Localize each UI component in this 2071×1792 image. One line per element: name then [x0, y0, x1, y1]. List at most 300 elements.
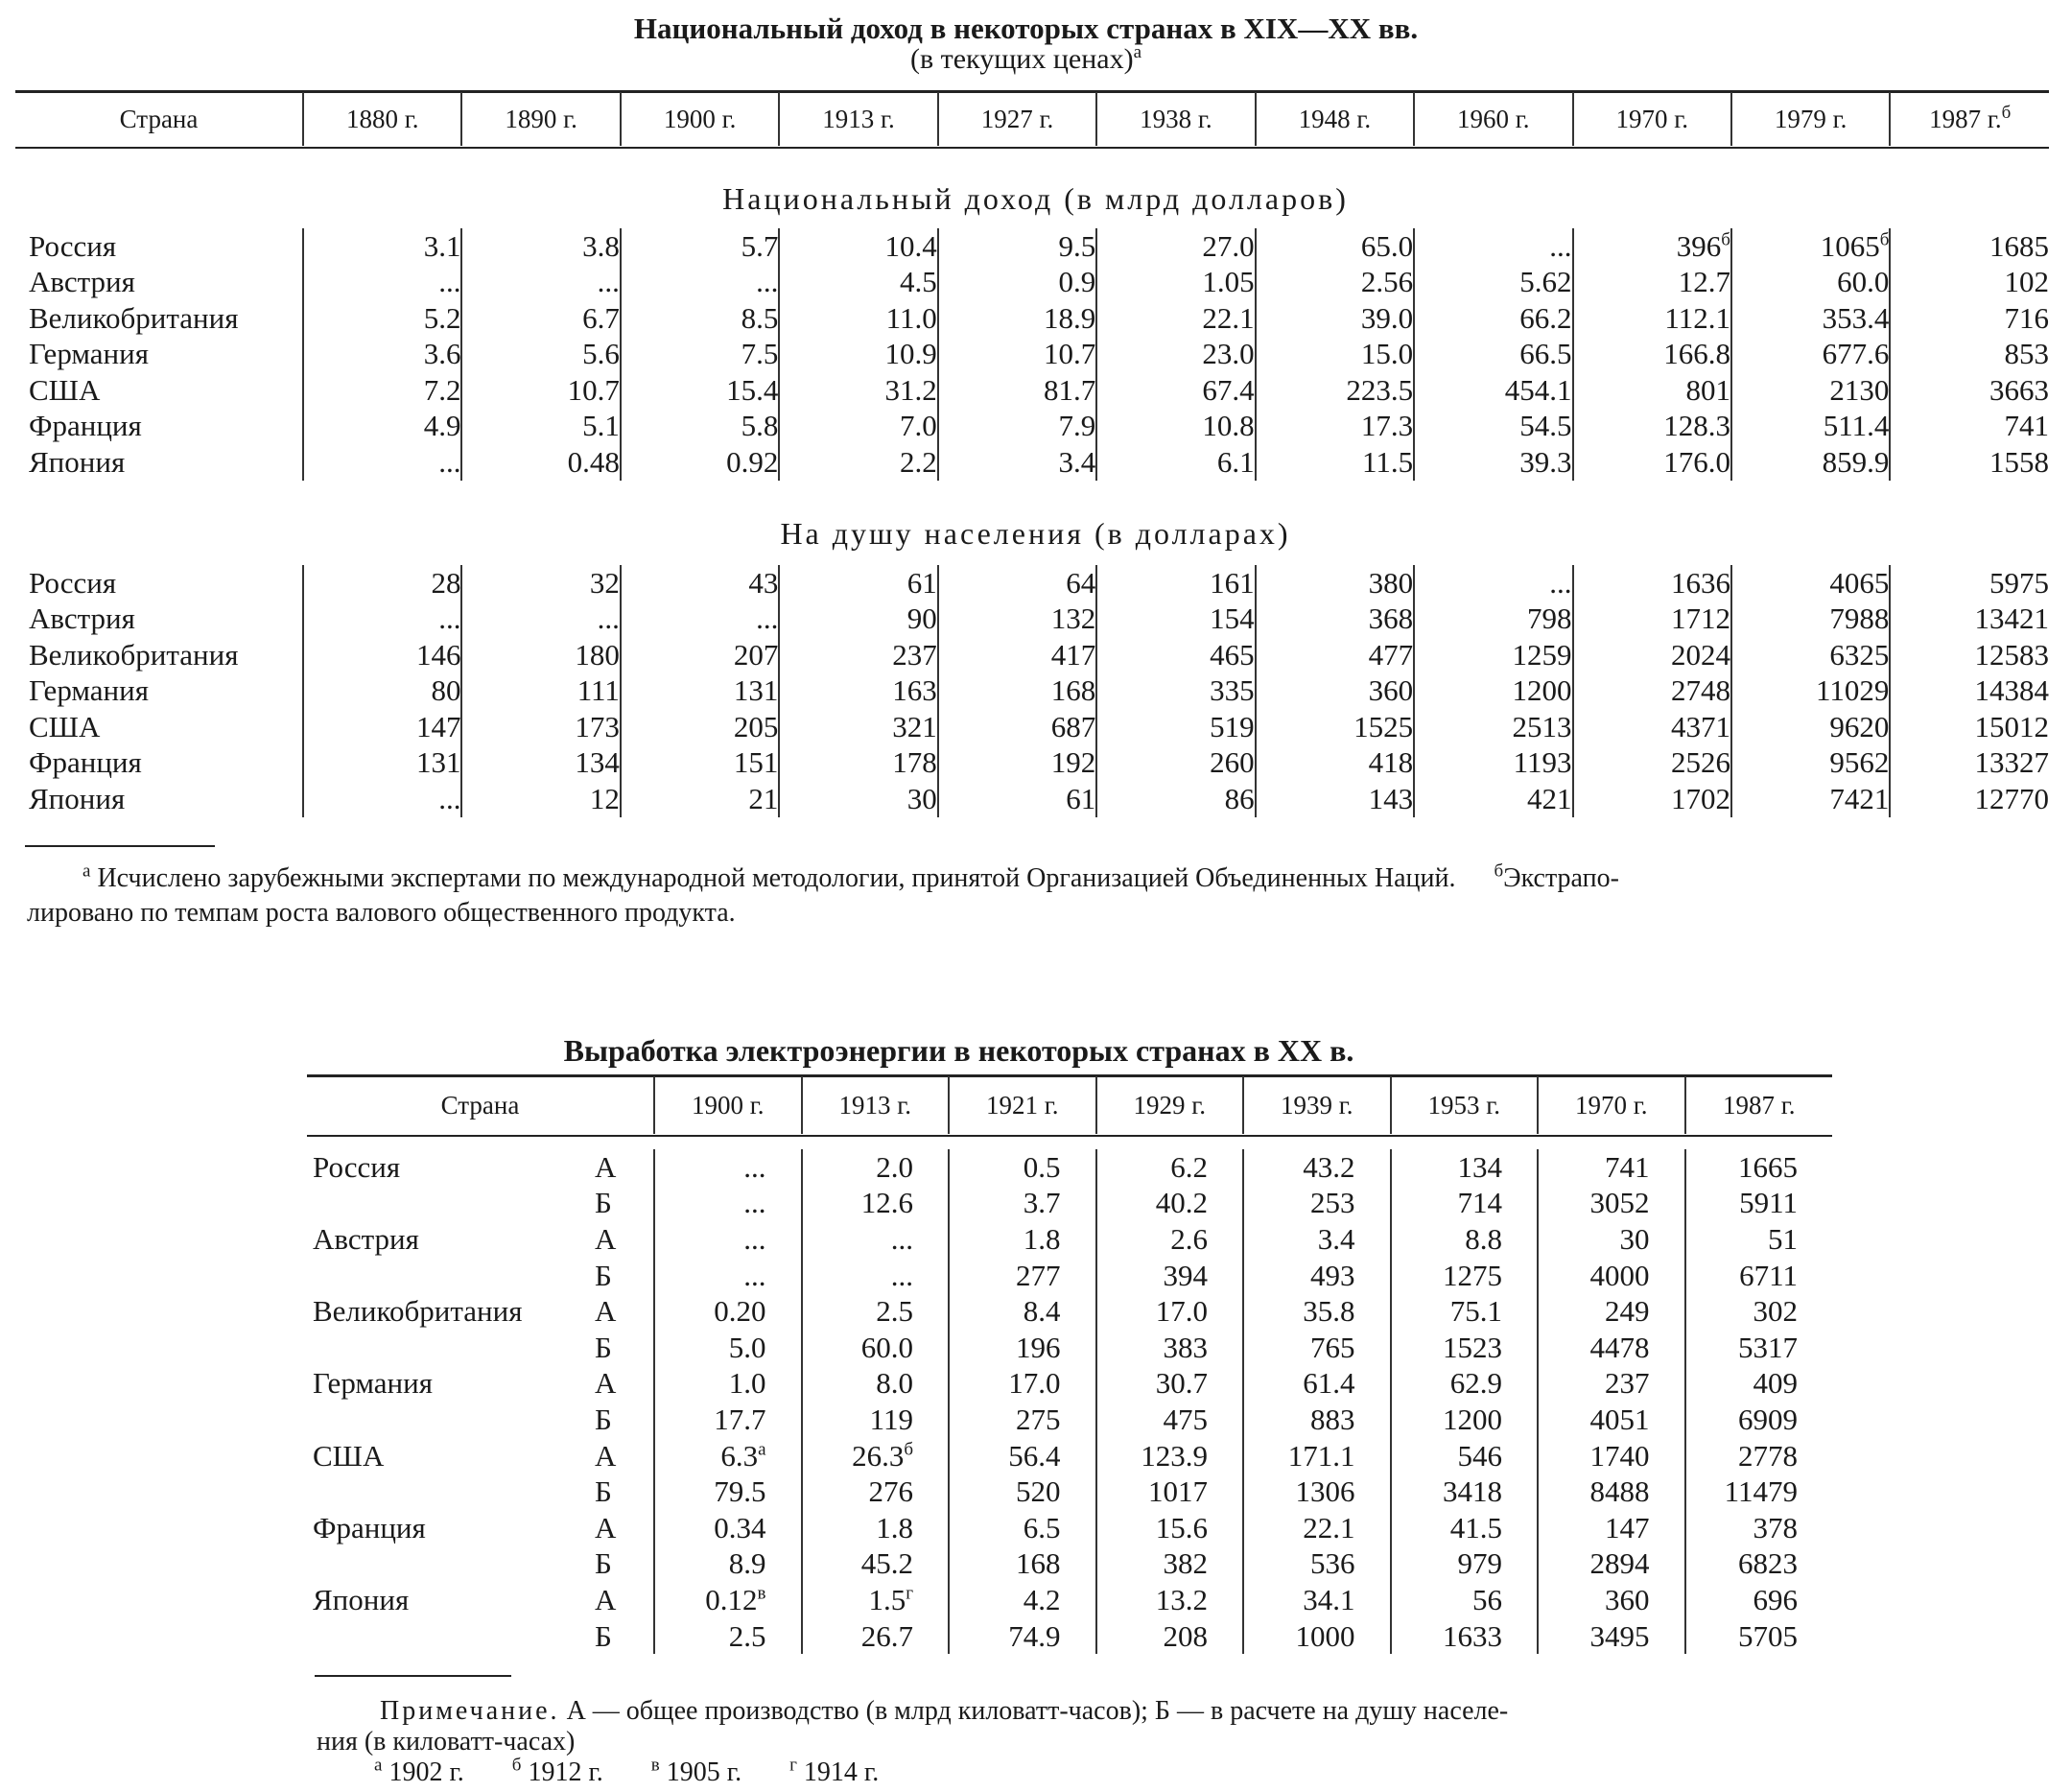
- table-row: [15, 745, 2049, 782]
- data-cell: [461, 601, 620, 638]
- cell-value: 180: [575, 637, 620, 672]
- country-name: Франция: [29, 745, 142, 780]
- table-row: [307, 1438, 1832, 1474]
- data-cell: [1391, 1293, 1539, 1330]
- data-cell: [1256, 673, 1414, 710]
- cell-value: 2.2: [900, 444, 937, 479]
- note-mark-text: 1912 г.: [528, 1757, 603, 1787]
- data-cell: [1096, 1330, 1244, 1366]
- cell-value: 1200: [1512, 673, 1572, 708]
- data-cell: [1096, 265, 1255, 301]
- cell-value: 10.7: [1043, 337, 1096, 371]
- cell-value: ...: [756, 265, 779, 299]
- data-cell: [1685, 1186, 1833, 1222]
- cell-value: 15.4: [726, 372, 779, 407]
- cell-value: 546: [1457, 1438, 1502, 1473]
- data-cell: [1096, 1186, 1244, 1222]
- cell-value: 1712: [1670, 601, 1730, 636]
- data-cell: [1391, 1582, 1539, 1618]
- cell-value: 3.4: [1317, 1221, 1355, 1256]
- table-row: [307, 1510, 1832, 1546]
- cell-value: 39.3: [1519, 444, 1572, 479]
- cell-value: 67.4: [1202, 372, 1255, 407]
- country-name: [307, 1330, 595, 1366]
- data-cell: [654, 1221, 802, 1258]
- cell-value: 4051: [1589, 1402, 1650, 1436]
- cell-value: 119: [869, 1402, 913, 1436]
- data-cell: [1096, 444, 1255, 481]
- cell-value: 147: [415, 709, 461, 743]
- cell-value: 208: [1163, 1618, 1208, 1653]
- cell-value: 176.0: [1663, 444, 1730, 479]
- cell-value: 178: [892, 745, 937, 780]
- data-cell: [1538, 1546, 1685, 1583]
- cell-value: 0.12: [705, 1582, 758, 1616]
- data-cell: [1243, 1221, 1391, 1258]
- table-row: [307, 1366, 1832, 1403]
- data-cell: [1391, 1438, 1539, 1474]
- cell-value: 168: [1016, 1546, 1061, 1581]
- cell-value: 409: [1753, 1366, 1798, 1401]
- data-cell: [1573, 300, 1731, 337]
- data-cell: [461, 444, 620, 481]
- data-cell: [1731, 409, 1890, 445]
- data-cell: [949, 1402, 1096, 1438]
- row-type-label: А: [595, 1510, 617, 1544]
- data-cell: [303, 709, 461, 745]
- country-name: [307, 1402, 595, 1438]
- cell-value: 56.4: [1008, 1438, 1061, 1473]
- data-cell: [621, 709, 779, 745]
- data-cell: [1685, 1330, 1833, 1366]
- cell-value: 859.9: [1822, 444, 1890, 479]
- data-cell: [621, 637, 779, 673]
- data-cell: [1414, 372, 1572, 409]
- data-cell: [621, 372, 779, 409]
- country-name: Германия: [313, 1366, 433, 1401]
- cell-value: 1.8: [1023, 1221, 1061, 1256]
- cell-value: 161: [1210, 565, 1255, 600]
- cell-value: 64: [1066, 565, 1096, 600]
- table-row: [307, 1546, 1832, 1583]
- table1-header-rule: [15, 147, 2049, 149]
- cell-value: ...: [438, 781, 461, 815]
- data-cell: [1573, 265, 1731, 301]
- data-cell: [1685, 1474, 1833, 1510]
- data-cell: [1243, 1186, 1391, 1222]
- country-name: США: [29, 709, 101, 743]
- cell-value: 166.8: [1663, 337, 1730, 371]
- data-cell: [802, 1402, 950, 1438]
- header-year: 1913 г.: [802, 1076, 950, 1134]
- table2-header-rule: [307, 1135, 1832, 1137]
- data-cell: [1890, 673, 2049, 710]
- cell-value: 56: [1472, 1582, 1502, 1616]
- data-cell: [1391, 1186, 1539, 1222]
- data-cell: [1538, 1186, 1685, 1222]
- cell-value: 5.2: [423, 300, 461, 335]
- row-type-label: Б: [595, 1186, 612, 1220]
- cell-value: 2024: [1670, 637, 1730, 672]
- header-year: 1900 г.: [654, 1076, 802, 1134]
- data-cell: [1391, 1474, 1539, 1510]
- table-row: [307, 1330, 1832, 1366]
- cell-value: 10.7: [567, 372, 620, 407]
- cell-value: 74.9: [1008, 1618, 1061, 1653]
- data-cell: [621, 300, 779, 337]
- country-name: США: [29, 372, 101, 407]
- data-cell: [1243, 1546, 1391, 1583]
- cell-value: 4371: [1670, 709, 1730, 743]
- cell-value: 1.8: [876, 1510, 913, 1544]
- cell-value: 15012: [1974, 709, 2049, 743]
- header-year: [1890, 92, 2049, 146]
- cell-value: 26.3: [852, 1438, 905, 1473]
- country-name: Россия: [29, 228, 117, 263]
- data-cell: [461, 709, 620, 745]
- cell-value: 17.0: [1008, 1366, 1061, 1401]
- country-name: Австрия: [29, 265, 135, 299]
- data-cell: [621, 781, 779, 817]
- country-name: Великобритания: [29, 637, 239, 672]
- cell-value: 1525: [1353, 709, 1414, 743]
- cell-value: 90: [906, 601, 937, 636]
- data-cell: [1096, 300, 1255, 337]
- cell-value: 21: [748, 781, 779, 815]
- cell-value: ...: [438, 265, 461, 299]
- table-row: [15, 673, 2049, 710]
- cell-value: 15.0: [1360, 337, 1414, 371]
- data-cell: [938, 444, 1096, 481]
- cell-value: 7.5: [741, 337, 779, 371]
- cell-value: 205: [733, 709, 779, 743]
- cell-value: 10.9: [884, 337, 937, 371]
- data-cell: [461, 228, 620, 265]
- data-cell: [1414, 444, 1572, 481]
- header-year-mark: б: [2001, 102, 2012, 123]
- data-cell: [461, 409, 620, 445]
- data-cell: [1096, 1221, 1244, 1258]
- cell-value: 0.48: [567, 444, 620, 479]
- data-cell: [938, 337, 1096, 373]
- data-cell: [1731, 709, 1890, 745]
- header-year-label: 1979 г.: [1774, 104, 1847, 133]
- cell-value: 111: [577, 673, 620, 708]
- header-year-label: 1970 г.: [1615, 104, 1688, 133]
- cell-value: 5.8: [741, 409, 779, 443]
- cell-value: 13327: [1974, 745, 2049, 780]
- cell-value: 5.6: [582, 337, 620, 371]
- cell-value: 51: [1768, 1221, 1798, 1256]
- data-cell: [621, 565, 779, 601]
- data-cell: [802, 1618, 950, 1655]
- note-mark-text: 1902 г.: [388, 1757, 464, 1787]
- cell-value: 65.0: [1360, 228, 1414, 263]
- data-cell: [1685, 1546, 1833, 1583]
- data-cell: [1256, 565, 1414, 601]
- cell-value: 12770: [1974, 781, 2049, 815]
- data-cell: [1096, 709, 1255, 745]
- country-name: [307, 1546, 595, 1583]
- row-type-label: Б: [595, 1402, 612, 1436]
- data-cell: [1391, 1546, 1539, 1583]
- cell-value: 7988: [1829, 601, 1890, 636]
- header-year: 1921 г.: [949, 1076, 1096, 1134]
- data-cell: [1890, 409, 2049, 445]
- header-year: [779, 92, 937, 146]
- data-cell: [1256, 745, 1414, 782]
- cell-value: 1.0: [728, 1366, 766, 1401]
- data-cell: [303, 745, 461, 782]
- cell-value: 2.0: [876, 1149, 913, 1184]
- cell-value: 147: [1605, 1510, 1650, 1544]
- data-cell: [1414, 673, 1572, 710]
- cell-value: 4478: [1589, 1330, 1650, 1364]
- row-type-label: Б: [595, 1258, 612, 1292]
- cell-value: 62.9: [1449, 1366, 1502, 1401]
- data-cell: [303, 265, 461, 301]
- table-row: [307, 1474, 1832, 1510]
- cell-value: 677.6: [1822, 337, 1890, 371]
- cell-value: 276: [868, 1474, 913, 1509]
- header-year: 1939 г.: [1243, 1076, 1391, 1134]
- cell-value: 41.5: [1449, 1510, 1502, 1544]
- cell-value: 12583: [1974, 637, 2049, 672]
- note-mark-item: [512, 1757, 603, 1787]
- data-cell: [1731, 673, 1890, 710]
- data-cell: [938, 372, 1096, 409]
- data-cell: [1391, 1510, 1539, 1546]
- data-cell: [1256, 372, 1414, 409]
- table-row: [15, 228, 2049, 265]
- header-year: [1414, 92, 1572, 146]
- cell-value: 7.2: [423, 372, 461, 407]
- data-cell: [1096, 745, 1255, 782]
- table2-note-rule: [315, 1675, 511, 1677]
- data-cell: [802, 1366, 950, 1403]
- cell-value: 1665: [1738, 1149, 1798, 1184]
- data-cell: [461, 337, 620, 373]
- data-cell: [1414, 265, 1572, 301]
- cell-value: 6711: [1739, 1258, 1798, 1292]
- table-row: [307, 1402, 1832, 1438]
- data-cell: [654, 1546, 802, 1583]
- country-name: Франция: [29, 409, 142, 443]
- cell-value: 277: [1016, 1258, 1061, 1292]
- data-cell: [1731, 265, 1890, 301]
- country-name: Россия: [29, 565, 117, 600]
- data-cell: [1890, 709, 2049, 745]
- cell-value: 6325: [1829, 637, 1890, 672]
- data-cell: [1256, 601, 1414, 638]
- cell-value: 28: [431, 565, 461, 600]
- cell-value: 253: [1310, 1186, 1355, 1220]
- cell-mark: б: [1721, 229, 1730, 250]
- data-cell: [1414, 637, 1572, 673]
- country-name: Германия: [29, 673, 149, 708]
- row-type-label: Б: [595, 1330, 612, 1364]
- cell-value: ...: [890, 1221, 913, 1256]
- data-cell: [1538, 1258, 1685, 1294]
- data-cell: [938, 228, 1096, 265]
- cell-value: 1306: [1295, 1474, 1355, 1509]
- data-cell: [1414, 709, 1572, 745]
- cell-value: 536: [1310, 1546, 1355, 1581]
- cell-value: 853: [2004, 337, 2049, 371]
- data-cell: [1414, 228, 1572, 265]
- cell-value: 40.2: [1155, 1186, 1208, 1220]
- cell-value: 2894: [1589, 1546, 1650, 1581]
- table-row: [15, 637, 2049, 673]
- cell-value: 0.9: [1058, 265, 1096, 299]
- cell-value: 687: [1050, 709, 1096, 743]
- data-cell: [1243, 1582, 1391, 1618]
- cell-value: 2513: [1512, 709, 1572, 743]
- data-cell: [938, 745, 1096, 782]
- cell-value: 11.0: [885, 300, 937, 335]
- data-cell: [1685, 1618, 1833, 1655]
- cell-value: 196: [1016, 1330, 1061, 1364]
- data-cell: [802, 1221, 950, 1258]
- cell-value: 61: [1066, 781, 1096, 815]
- cell-value: 0.5: [1023, 1149, 1061, 1184]
- data-cell: [621, 601, 779, 638]
- header-year: 1929 г.: [1096, 1076, 1244, 1134]
- data-cell: [1414, 781, 1572, 817]
- cell-value: ...: [743, 1186, 766, 1220]
- cell-value: 741: [1605, 1149, 1650, 1184]
- cell-value: 60.0: [860, 1330, 913, 1364]
- country-name: Германия: [29, 337, 149, 371]
- data-cell: [1538, 1366, 1685, 1403]
- cell-value: 5705: [1738, 1618, 1798, 1653]
- data-cell: [1391, 1258, 1539, 1294]
- header-year: 1987 г.: [1685, 1076, 1833, 1134]
- table1-header: [15, 92, 2049, 146]
- data-cell: [1096, 1258, 1244, 1294]
- cell-value: 1000: [1295, 1618, 1355, 1653]
- table1-footnote-rule: [25, 845, 215, 847]
- data-cell: [802, 1546, 950, 1583]
- header-year: 1970 г.: [1538, 1076, 1685, 1134]
- header-country: Страна: [440, 1090, 520, 1120]
- data-cell: [802, 1330, 950, 1366]
- table2-body: [307, 1149, 1832, 1654]
- cell-value: 61: [906, 565, 937, 600]
- cell-value: ...: [743, 1149, 766, 1184]
- data-cell: [779, 337, 937, 373]
- country-name: [307, 1258, 595, 1294]
- data-cell: [1890, 265, 2049, 301]
- cell-value: 32: [589, 565, 620, 600]
- cell-value: 171.1: [1287, 1438, 1355, 1473]
- country-name: Австрия: [313, 1221, 419, 1256]
- cell-value: 4065: [1829, 565, 1890, 600]
- cell-value: 27.0: [1202, 228, 1255, 263]
- header-year: [938, 92, 1096, 146]
- data-cell: [1096, 1546, 1244, 1583]
- cell-value: 5.62: [1519, 265, 1572, 299]
- table-row: [15, 781, 2049, 817]
- data-cell: [949, 1510, 1096, 1546]
- cell-value: 493: [1310, 1258, 1355, 1292]
- cell-value: 168: [1050, 673, 1096, 708]
- cell-value: 23.0: [1202, 337, 1255, 371]
- data-cell: [1538, 1221, 1685, 1258]
- cell-value: 394: [1163, 1258, 1208, 1292]
- cell-value: 131: [415, 745, 461, 780]
- cell-value: 1259: [1512, 637, 1572, 672]
- data-cell: [779, 781, 937, 817]
- data-cell: [1256, 781, 1414, 817]
- cell-value: 30.7: [1155, 1366, 1208, 1401]
- cell-value: 477: [1368, 637, 1414, 672]
- data-cell: [1256, 637, 1414, 673]
- data-cell: [949, 1221, 1096, 1258]
- cell-value: 6.5: [1023, 1510, 1061, 1544]
- data-cell: [1890, 601, 2049, 638]
- cell-value: 1558: [1989, 444, 2049, 479]
- data-cell: [303, 300, 461, 337]
- data-cell: [461, 265, 620, 301]
- data-cell: [1414, 409, 1572, 445]
- data-cell: [654, 1149, 802, 1186]
- cell-value: 1.5: [868, 1582, 906, 1616]
- data-cell: [621, 228, 779, 265]
- cell-value: 34.1: [1303, 1582, 1355, 1616]
- data-cell: [949, 1186, 1096, 1222]
- data-cell: [303, 673, 461, 710]
- cell-value: 3495: [1589, 1618, 1650, 1653]
- data-cell: [1890, 228, 2049, 265]
- header-year-label: 1900 г.: [663, 104, 737, 133]
- country-name: Великобритания: [29, 300, 239, 335]
- data-cell: [1096, 337, 1255, 373]
- data-cell: [1096, 372, 1255, 409]
- data-cell: [1256, 709, 1414, 745]
- cell-value: ...: [1549, 565, 1572, 600]
- row-type-label: А: [595, 1221, 617, 1256]
- data-cell: [779, 673, 937, 710]
- note-mark-item: [789, 1757, 879, 1787]
- data-cell: [802, 1293, 950, 1330]
- data-cell: [779, 601, 937, 638]
- cell-value: 237: [1605, 1366, 1650, 1401]
- cell-value: 81.7: [1043, 372, 1096, 407]
- cell-value: 6.1: [1216, 444, 1255, 479]
- cell-value: 2.5: [876, 1294, 913, 1329]
- table-row: [15, 372, 2049, 409]
- row-type-label: А: [595, 1294, 617, 1329]
- data-cell: [1890, 637, 2049, 673]
- data-cell: [303, 409, 461, 445]
- data-cell: [1391, 1618, 1539, 1655]
- cell-value: 8.8: [1465, 1221, 1502, 1256]
- data-cell: [303, 337, 461, 373]
- cell-value: 45.2: [860, 1546, 913, 1581]
- table-row: [307, 1149, 1832, 1186]
- cell-value: 260: [1210, 745, 1255, 780]
- data-cell: [621, 337, 779, 373]
- data-cell: [1414, 745, 1572, 782]
- data-cell: [1890, 745, 2049, 782]
- data-cell: [1573, 565, 1731, 601]
- cell-value: 12: [589, 781, 620, 815]
- row-type-label: А: [595, 1438, 617, 1473]
- cell-value: 30: [906, 781, 937, 815]
- cell-value: 26.7: [860, 1618, 913, 1653]
- data-cell: [938, 673, 1096, 710]
